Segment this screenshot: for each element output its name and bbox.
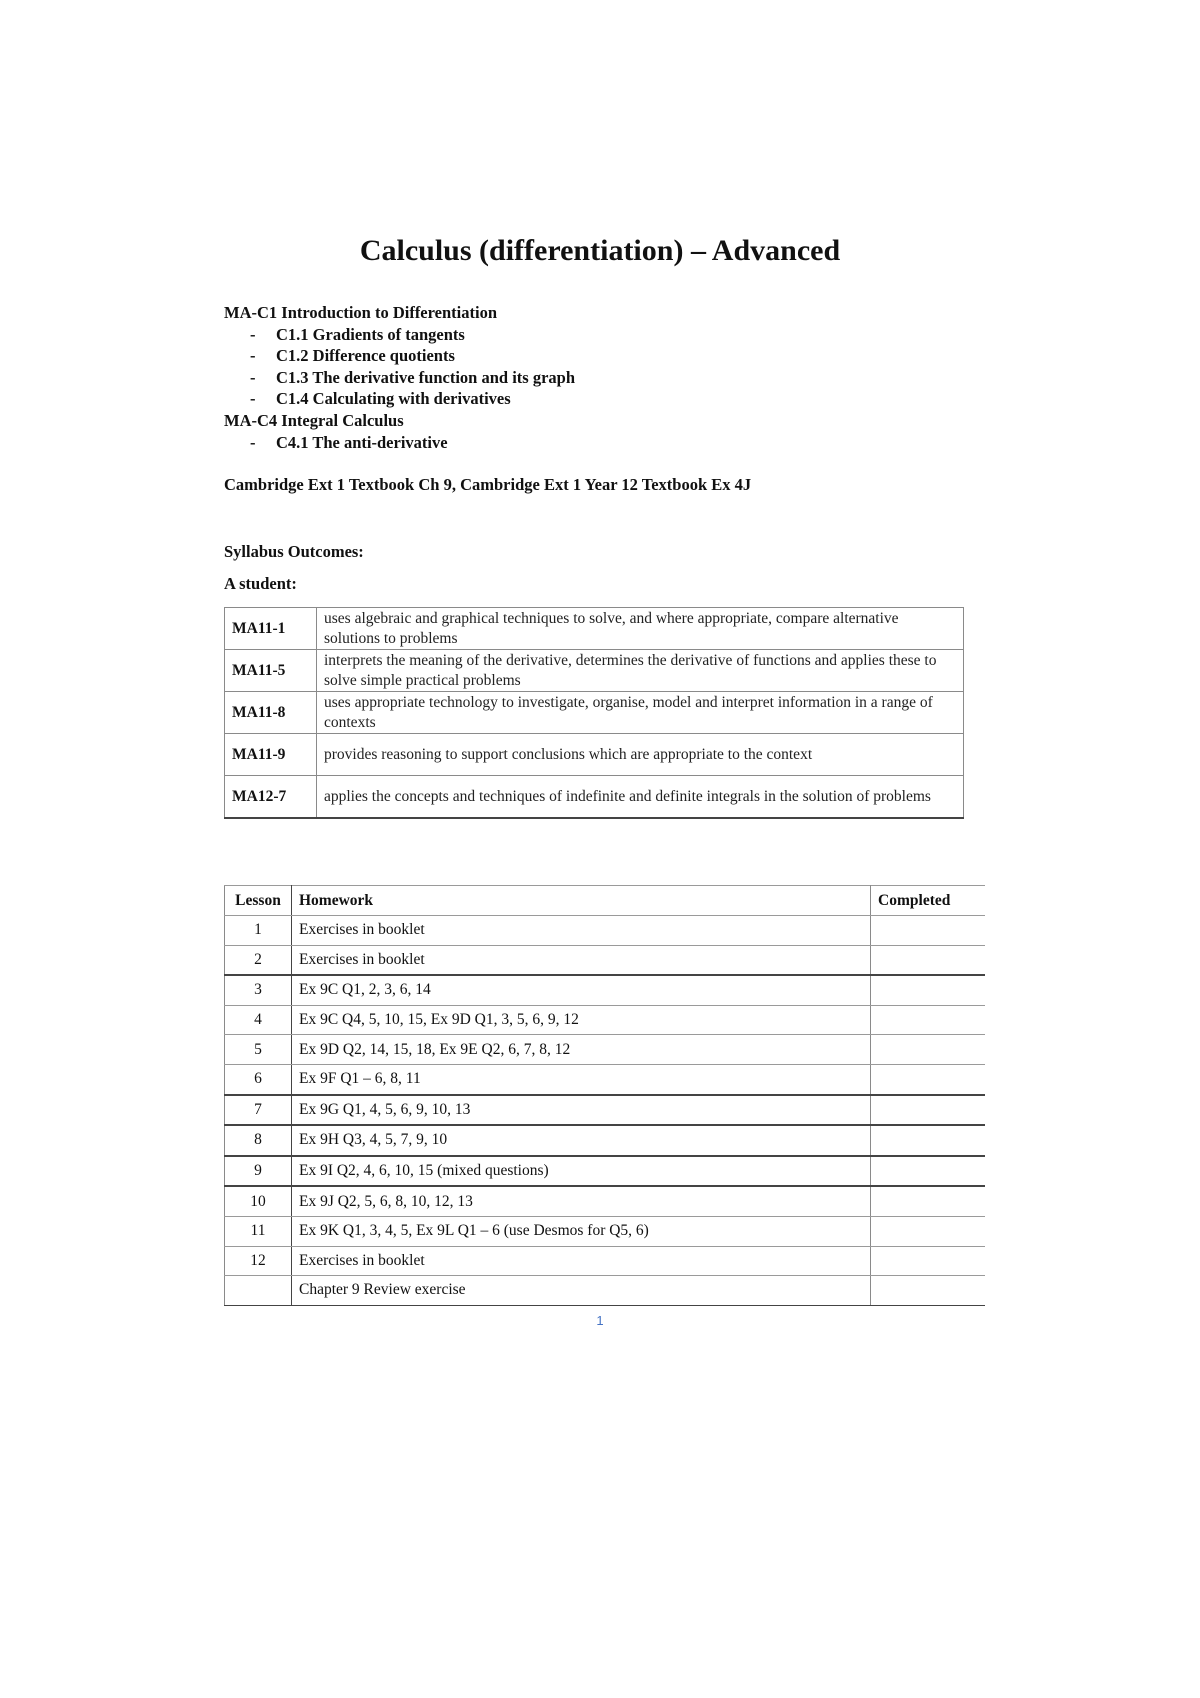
lesson-number: 9 xyxy=(225,1156,292,1187)
outcome-text: uses algebraic and graphical techniques to solve, and where appropriate, compare alternative solutions to problems xyxy=(317,608,964,650)
bullet-dash: - xyxy=(250,346,256,366)
outline-item-text: C1.1 Gradients of tangents xyxy=(276,324,465,344)
outcomes-table xyxy=(224,607,964,819)
completed-cell xyxy=(871,1005,985,1035)
outcome-text: interprets the meaning of the derivative, determines the derivative of functions and applies these to solve simple practical problems xyxy=(317,650,964,692)
lesson-number: 5 xyxy=(225,1035,292,1065)
homework-row xyxy=(225,945,986,975)
homework-row xyxy=(225,1064,986,1094)
homework-table xyxy=(224,885,985,1306)
lesson-number: 3 xyxy=(225,975,292,1005)
column-header-lesson: Lesson xyxy=(225,886,292,916)
completed-cell xyxy=(871,975,985,1005)
homework-text: Ex 9K Q1, 3, 4, 5, Ex 9L Q1 – 6 (use Desmos for Q5, 6) xyxy=(291,1216,870,1246)
homework-text: Ex 9I Q2, 4, 6, 10, 15 (mixed questions) xyxy=(291,1156,870,1187)
completed-cell xyxy=(871,1035,985,1065)
page-title: Calculus (differentiation) – Advanced xyxy=(359,234,841,267)
syllabus-heading: Syllabus Outcomes: xyxy=(224,542,364,561)
lesson-number: 8 xyxy=(225,1125,292,1156)
completed-cell xyxy=(871,1064,985,1094)
outcome-code: MA11-1 xyxy=(225,608,317,650)
outcome-code: MA11-5 xyxy=(225,650,317,692)
homework-text: Ex 9C Q4, 5, 10, 15, Ex 9D Q1, 3, 5, 6, 9, 12 xyxy=(291,1005,870,1035)
homework-row xyxy=(225,1216,986,1246)
homework-row xyxy=(225,916,986,946)
completed-cell xyxy=(871,916,985,946)
homework-row xyxy=(225,1005,986,1035)
page-number: 1 xyxy=(596,1313,604,1328)
student-label: A student: xyxy=(224,574,297,593)
completed-cell xyxy=(871,1246,985,1276)
homework-row xyxy=(225,1276,986,1306)
lesson-number xyxy=(225,1276,292,1306)
homework-text: Ex 9H Q3, 4, 5, 7, 9, 10 xyxy=(291,1125,870,1156)
outcome-code: MA12-7 xyxy=(225,776,317,819)
homework-text: Ex 9C Q1, 2, 3, 6, 14 xyxy=(291,975,870,1005)
outcome-text: uses appropriate technology to investigate, organise, model and interpret information in a range of contexts xyxy=(317,692,964,734)
outline-item xyxy=(224,388,575,410)
homework-text: Ex 9G Q1, 4, 5, 6, 9, 10, 13 xyxy=(291,1095,870,1126)
lesson-number: 1 xyxy=(225,916,292,946)
outline-item-text: C1.2 Difference quotients xyxy=(276,346,455,366)
column-header-homework: Homework xyxy=(291,886,870,916)
outcome-text: provides reasoning to support conclusions which are appropriate to the context xyxy=(317,734,964,776)
homework-row xyxy=(225,1035,986,1065)
outline-item xyxy=(224,324,575,346)
lesson-number: 12 xyxy=(225,1246,292,1276)
lesson-number: 2 xyxy=(225,945,292,975)
homework-row xyxy=(225,1246,986,1276)
outline-item xyxy=(224,432,575,454)
homework-text: Exercises in booklet xyxy=(291,916,870,946)
outline-heading: MA-C1 Introduction to Differentiation xyxy=(224,303,497,322)
lesson-number: 7 xyxy=(225,1095,292,1126)
outcome-row xyxy=(225,734,964,776)
completed-cell xyxy=(871,1216,985,1246)
outline-item xyxy=(224,345,575,367)
homework-row xyxy=(225,975,986,1005)
completed-cell xyxy=(871,1186,985,1216)
homework-text: Chapter 9 Review exercise xyxy=(291,1276,870,1306)
outline-item xyxy=(224,367,575,389)
lesson-number: 4 xyxy=(225,1005,292,1035)
outline-item-text: C1.4 Calculating with derivatives xyxy=(276,389,511,409)
homework-text: Ex 9D Q2, 14, 15, 18, Ex 9E Q2, 6, 7, 8, 12 xyxy=(291,1035,870,1065)
homework-row xyxy=(225,1125,986,1156)
outcome-row xyxy=(225,692,964,734)
bullet-dash: - xyxy=(250,432,256,452)
outcome-row xyxy=(225,776,964,819)
column-header-completed: Completed xyxy=(871,886,985,916)
completed-cell xyxy=(871,1276,985,1306)
completed-cell xyxy=(871,1156,985,1187)
lesson-number: 10 xyxy=(225,1186,292,1216)
homework-row xyxy=(225,1156,986,1187)
outline-item-text: C1.3 The derivative function and its graph xyxy=(276,367,576,387)
outcome-row xyxy=(225,650,964,692)
homework-text: Ex 9J Q2, 5, 6, 8, 10, 12, 13 xyxy=(291,1186,870,1216)
lesson-number: 11 xyxy=(225,1216,292,1246)
completed-cell xyxy=(871,1125,985,1156)
homework-row xyxy=(225,1186,986,1216)
outcome-code: MA11-9 xyxy=(225,734,317,776)
outcome-text: applies the concepts and techniques of indefinite and definite integrals in the solution of problems xyxy=(317,776,964,819)
homework-text: Ex 9F Q1 – 6, 8, 11 xyxy=(291,1064,870,1094)
topic-outline xyxy=(224,302,575,453)
outline-heading: MA-C4 Integral Calculus xyxy=(224,410,404,430)
completed-cell xyxy=(871,1095,985,1126)
completed-cell xyxy=(871,945,985,975)
bullet-dash: - xyxy=(250,389,256,409)
bullet-dash: - xyxy=(250,324,256,344)
outcome-code: MA11-8 xyxy=(225,692,317,734)
textbook-reference: Cambridge Ext 1 Textbook Ch 9, Cambridge Ext 1 Year 12 Textbook Ex 4J xyxy=(224,475,752,494)
outline-item-text: C4.1 The anti-derivative xyxy=(276,432,448,452)
bullet-dash: - xyxy=(250,367,256,387)
outcome-row xyxy=(225,608,964,650)
homework-text: Exercises in booklet xyxy=(291,1246,870,1276)
homework-row xyxy=(225,1095,986,1126)
lesson-number: 6 xyxy=(225,1064,292,1094)
homework-header-row xyxy=(225,886,986,916)
homework-text: Exercises in booklet xyxy=(291,945,870,975)
